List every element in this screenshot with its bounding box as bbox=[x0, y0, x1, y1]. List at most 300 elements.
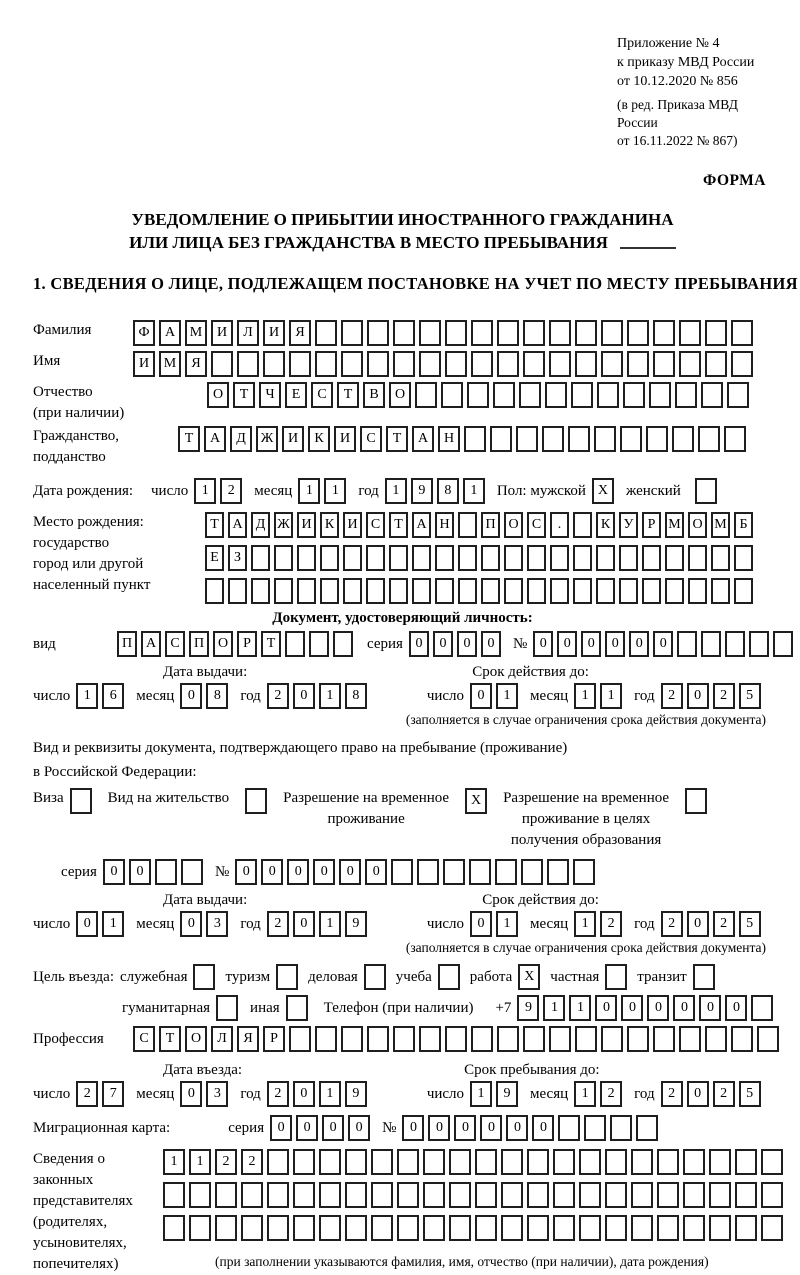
char-box[interactable] bbox=[481, 578, 500, 604]
char-box[interactable] bbox=[605, 1182, 627, 1208]
char-box[interactable] bbox=[623, 382, 645, 408]
char-box[interactable]: 2 bbox=[76, 1081, 98, 1107]
char-box[interactable]: К bbox=[596, 512, 615, 538]
char-box[interactable] bbox=[610, 1115, 632, 1141]
char-box[interactable] bbox=[675, 382, 697, 408]
char-box[interactable]: Р bbox=[263, 1026, 285, 1052]
char-box[interactable] bbox=[371, 1149, 393, 1175]
char-box[interactable] bbox=[315, 1026, 337, 1052]
char-box[interactable] bbox=[683, 1215, 705, 1241]
char-box[interactable]: 1 bbox=[496, 683, 518, 709]
char-box[interactable] bbox=[627, 351, 649, 377]
char-box[interactable] bbox=[549, 320, 571, 346]
char-box[interactable] bbox=[620, 426, 642, 452]
char-box[interactable]: М bbox=[711, 512, 730, 538]
char-box[interactable] bbox=[749, 631, 769, 657]
char-box[interactable] bbox=[504, 578, 523, 604]
char-box[interactable] bbox=[497, 320, 519, 346]
char-box[interactable] bbox=[627, 320, 649, 346]
char-box[interactable]: 0 bbox=[409, 631, 429, 657]
purpose-private-checkbox[interactable] bbox=[605, 964, 627, 990]
char-box[interactable] bbox=[549, 1026, 571, 1052]
char-box[interactable] bbox=[665, 545, 684, 571]
char-box[interactable] bbox=[573, 545, 592, 571]
char-box[interactable]: П bbox=[481, 512, 500, 538]
visa-checkbox[interactable] bbox=[70, 788, 92, 814]
char-box[interactable] bbox=[601, 1026, 623, 1052]
char-box[interactable]: 1 bbox=[569, 995, 591, 1021]
char-box[interactable]: 0 bbox=[595, 995, 617, 1021]
char-box[interactable] bbox=[423, 1182, 445, 1208]
char-box[interactable] bbox=[516, 426, 538, 452]
char-box[interactable]: 1 bbox=[574, 683, 596, 709]
char-box[interactable] bbox=[441, 382, 463, 408]
char-box[interactable] bbox=[527, 1149, 549, 1175]
char-box[interactable] bbox=[163, 1215, 185, 1241]
char-box[interactable] bbox=[341, 1026, 363, 1052]
char-box[interactable]: 1 bbox=[319, 683, 341, 709]
char-box[interactable] bbox=[501, 1182, 523, 1208]
char-box[interactable]: 0 bbox=[687, 911, 709, 937]
purpose-official-checkbox[interactable] bbox=[193, 964, 215, 990]
char-box[interactable] bbox=[584, 1115, 606, 1141]
char-box[interactable] bbox=[579, 1182, 601, 1208]
char-box[interactable] bbox=[366, 578, 385, 604]
char-box[interactable]: С bbox=[133, 1026, 155, 1052]
char-box[interactable] bbox=[469, 859, 491, 885]
char-box[interactable] bbox=[549, 351, 571, 377]
char-box[interactable] bbox=[657, 1182, 679, 1208]
char-box[interactable] bbox=[181, 859, 203, 885]
char-box[interactable] bbox=[542, 426, 564, 452]
char-box[interactable]: 0 bbox=[270, 1115, 292, 1141]
char-box[interactable] bbox=[297, 545, 316, 571]
char-box[interactable]: 2 bbox=[241, 1149, 263, 1175]
char-box[interactable] bbox=[501, 1215, 523, 1241]
char-box[interactable]: 7 bbox=[102, 1081, 124, 1107]
char-box[interactable]: И bbox=[263, 320, 285, 346]
char-box[interactable]: 0 bbox=[506, 1115, 528, 1141]
purpose-tourism-checkbox[interactable] bbox=[276, 964, 298, 990]
char-box[interactable] bbox=[274, 578, 293, 604]
char-box[interactable]: 0 bbox=[76, 911, 98, 937]
char-box[interactable]: А bbox=[412, 512, 431, 538]
char-box[interactable] bbox=[458, 512, 477, 538]
char-box[interactable] bbox=[415, 382, 437, 408]
char-box[interactable]: 0 bbox=[365, 859, 387, 885]
char-box[interactable]: С bbox=[165, 631, 185, 657]
char-box[interactable]: 0 bbox=[557, 631, 577, 657]
char-box[interactable]: 0 bbox=[348, 1115, 370, 1141]
char-box[interactable] bbox=[579, 1215, 601, 1241]
char-box[interactable] bbox=[443, 859, 465, 885]
char-box[interactable] bbox=[228, 578, 247, 604]
char-box[interactable]: О bbox=[207, 382, 229, 408]
char-box[interactable]: 0 bbox=[725, 995, 747, 1021]
char-box[interactable]: К bbox=[320, 512, 339, 538]
char-box[interactable] bbox=[389, 545, 408, 571]
char-box[interactable] bbox=[731, 320, 753, 346]
char-box[interactable] bbox=[393, 1026, 415, 1052]
char-box[interactable] bbox=[605, 1149, 627, 1175]
char-box[interactable] bbox=[683, 1182, 705, 1208]
char-box[interactable] bbox=[345, 1215, 367, 1241]
char-box[interactable]: 0 bbox=[402, 1115, 424, 1141]
purpose-work-checkbox[interactable]: X bbox=[518, 964, 540, 990]
char-box[interactable] bbox=[445, 1026, 467, 1052]
char-box[interactable] bbox=[211, 351, 233, 377]
char-box[interactable] bbox=[319, 1182, 341, 1208]
char-box[interactable]: 0 bbox=[653, 631, 673, 657]
char-box[interactable]: А bbox=[159, 320, 181, 346]
purpose-study-checkbox[interactable] bbox=[438, 964, 460, 990]
char-box[interactable]: 1 bbox=[189, 1149, 211, 1175]
char-box[interactable] bbox=[251, 578, 270, 604]
char-box[interactable] bbox=[471, 1026, 493, 1052]
char-box[interactable]: А bbox=[228, 512, 247, 538]
char-box[interactable] bbox=[679, 1026, 701, 1052]
char-box[interactable]: Т bbox=[233, 382, 255, 408]
char-box[interactable] bbox=[705, 320, 727, 346]
char-box[interactable] bbox=[458, 578, 477, 604]
char-box[interactable] bbox=[215, 1182, 237, 1208]
char-box[interactable] bbox=[497, 1026, 519, 1052]
char-box[interactable]: 2 bbox=[220, 478, 242, 504]
char-box[interactable]: О bbox=[389, 382, 411, 408]
char-box[interactable]: 0 bbox=[687, 683, 709, 709]
char-box[interactable] bbox=[705, 1026, 727, 1052]
char-box[interactable]: 8 bbox=[345, 683, 367, 709]
char-box[interactable]: 1 bbox=[298, 478, 320, 504]
char-box[interactable] bbox=[642, 545, 661, 571]
char-box[interactable]: Д bbox=[230, 426, 252, 452]
char-box[interactable]: Ч bbox=[259, 382, 281, 408]
char-box[interactable]: Ф bbox=[133, 320, 155, 346]
char-box[interactable]: 1 bbox=[385, 478, 407, 504]
char-box[interactable]: С bbox=[366, 512, 385, 538]
char-box[interactable] bbox=[553, 1149, 575, 1175]
char-box[interactable] bbox=[679, 351, 701, 377]
char-box[interactable] bbox=[575, 320, 597, 346]
char-box[interactable]: 9 bbox=[517, 995, 539, 1021]
char-box[interactable] bbox=[523, 1026, 545, 1052]
char-box[interactable] bbox=[319, 1149, 341, 1175]
char-box[interactable]: М bbox=[665, 512, 684, 538]
char-box[interactable] bbox=[657, 1149, 679, 1175]
char-box[interactable]: 0 bbox=[621, 995, 643, 1021]
char-box[interactable] bbox=[155, 859, 177, 885]
char-box[interactable]: 5 bbox=[739, 1081, 761, 1107]
char-box[interactable] bbox=[215, 1215, 237, 1241]
char-box[interactable] bbox=[251, 545, 270, 571]
char-box[interactable]: 0 bbox=[180, 911, 202, 937]
char-box[interactable] bbox=[735, 1215, 757, 1241]
char-box[interactable]: 0 bbox=[296, 1115, 318, 1141]
char-box[interactable] bbox=[735, 1182, 757, 1208]
char-box[interactable] bbox=[435, 578, 454, 604]
char-box[interactable] bbox=[497, 351, 519, 377]
char-box[interactable] bbox=[397, 1182, 419, 1208]
char-box[interactable]: 2 bbox=[600, 911, 622, 937]
char-box[interactable] bbox=[343, 545, 362, 571]
char-box[interactable] bbox=[631, 1215, 653, 1241]
char-box[interactable] bbox=[423, 1215, 445, 1241]
char-box[interactable]: С bbox=[360, 426, 382, 452]
char-box[interactable] bbox=[631, 1149, 653, 1175]
char-box[interactable] bbox=[315, 320, 337, 346]
char-box[interactable] bbox=[601, 320, 623, 346]
temp-residence-permit-checkbox[interactable]: X bbox=[465, 788, 487, 814]
char-box[interactable] bbox=[475, 1149, 497, 1175]
char-box[interactable] bbox=[471, 351, 493, 377]
char-box[interactable]: М bbox=[159, 351, 181, 377]
char-box[interactable]: 2 bbox=[267, 1081, 289, 1107]
char-box[interactable]: . bbox=[550, 512, 569, 538]
char-box[interactable]: Ж bbox=[256, 426, 278, 452]
char-box[interactable]: С bbox=[527, 512, 546, 538]
char-box[interactable]: О bbox=[213, 631, 233, 657]
char-box[interactable]: 1 bbox=[543, 995, 565, 1021]
char-box[interactable] bbox=[345, 1149, 367, 1175]
char-box[interactable]: Р bbox=[642, 512, 661, 538]
char-box[interactable]: О bbox=[185, 1026, 207, 1052]
char-box[interactable] bbox=[285, 631, 305, 657]
char-box[interactable] bbox=[241, 1182, 263, 1208]
char-box[interactable]: Т bbox=[386, 426, 408, 452]
char-box[interactable] bbox=[773, 631, 793, 657]
char-box[interactable]: 0 bbox=[129, 859, 151, 885]
char-box[interactable] bbox=[289, 351, 311, 377]
char-box[interactable]: Т bbox=[337, 382, 359, 408]
char-box[interactable] bbox=[189, 1215, 211, 1241]
char-box[interactable] bbox=[527, 578, 546, 604]
char-box[interactable]: И bbox=[211, 320, 233, 346]
char-box[interactable]: 1 bbox=[102, 911, 124, 937]
char-box[interactable] bbox=[495, 859, 517, 885]
char-box[interactable]: Н bbox=[435, 512, 454, 538]
char-box[interactable] bbox=[412, 578, 431, 604]
residence-permit-checkbox[interactable] bbox=[245, 788, 267, 814]
char-box[interactable]: 0 bbox=[457, 631, 477, 657]
char-box[interactable] bbox=[757, 1026, 779, 1052]
char-box[interactable]: Т bbox=[159, 1026, 181, 1052]
char-box[interactable] bbox=[341, 320, 363, 346]
char-box[interactable] bbox=[435, 545, 454, 571]
char-box[interactable] bbox=[761, 1215, 783, 1241]
char-box[interactable] bbox=[293, 1182, 315, 1208]
char-box[interactable] bbox=[653, 351, 675, 377]
char-box[interactable] bbox=[653, 320, 675, 346]
char-box[interactable] bbox=[417, 859, 439, 885]
char-box[interactable]: 1 bbox=[76, 683, 98, 709]
char-box[interactable]: Я bbox=[289, 320, 311, 346]
char-box[interactable] bbox=[493, 382, 515, 408]
char-box[interactable] bbox=[627, 1026, 649, 1052]
char-box[interactable]: 1 bbox=[463, 478, 485, 504]
char-box[interactable] bbox=[320, 545, 339, 571]
char-box[interactable]: О bbox=[504, 512, 523, 538]
char-box[interactable]: 2 bbox=[600, 1081, 622, 1107]
char-box[interactable] bbox=[389, 578, 408, 604]
char-box[interactable] bbox=[458, 545, 477, 571]
char-box[interactable]: 0 bbox=[180, 683, 202, 709]
char-box[interactable]: И bbox=[282, 426, 304, 452]
char-box[interactable]: З bbox=[228, 545, 247, 571]
char-box[interactable]: 0 bbox=[293, 911, 315, 937]
char-box[interactable]: 3 bbox=[206, 1081, 228, 1107]
char-box[interactable]: 0 bbox=[428, 1115, 450, 1141]
char-box[interactable] bbox=[527, 545, 546, 571]
char-box[interactable]: 2 bbox=[215, 1149, 237, 1175]
char-box[interactable]: 0 bbox=[470, 683, 492, 709]
char-box[interactable] bbox=[397, 1149, 419, 1175]
char-box[interactable]: А bbox=[204, 426, 226, 452]
char-box[interactable] bbox=[573, 859, 595, 885]
char-box[interactable] bbox=[419, 320, 441, 346]
char-box[interactable]: Р bbox=[237, 631, 257, 657]
char-box[interactable] bbox=[521, 859, 543, 885]
char-box[interactable] bbox=[636, 1115, 658, 1141]
char-box[interactable] bbox=[309, 631, 329, 657]
char-box[interactable] bbox=[698, 426, 720, 452]
char-box[interactable] bbox=[449, 1149, 471, 1175]
char-box[interactable]: 0 bbox=[313, 859, 335, 885]
char-box[interactable] bbox=[571, 382, 593, 408]
char-box[interactable] bbox=[657, 1215, 679, 1241]
char-box[interactable] bbox=[761, 1182, 783, 1208]
char-box[interactable]: 2 bbox=[267, 911, 289, 937]
char-box[interactable]: 1 bbox=[574, 911, 596, 937]
char-box[interactable] bbox=[366, 545, 385, 571]
char-box[interactable] bbox=[263, 351, 285, 377]
char-box[interactable] bbox=[711, 578, 730, 604]
sex-male-checkbox[interactable]: X bbox=[592, 478, 614, 504]
char-box[interactable]: 0 bbox=[322, 1115, 344, 1141]
char-box[interactable] bbox=[677, 631, 697, 657]
char-box[interactable] bbox=[367, 1026, 389, 1052]
char-box[interactable] bbox=[547, 859, 569, 885]
char-box[interactable] bbox=[594, 426, 616, 452]
char-box[interactable] bbox=[445, 351, 467, 377]
char-box[interactable]: И bbox=[133, 351, 155, 377]
char-box[interactable]: Я bbox=[237, 1026, 259, 1052]
char-box[interactable]: 9 bbox=[345, 911, 367, 937]
char-box[interactable] bbox=[393, 320, 415, 346]
char-box[interactable]: О bbox=[688, 512, 707, 538]
char-box[interactable]: 8 bbox=[437, 478, 459, 504]
char-box[interactable] bbox=[688, 545, 707, 571]
char-box[interactable]: 2 bbox=[661, 1081, 683, 1107]
char-box[interactable] bbox=[371, 1215, 393, 1241]
char-box[interactable] bbox=[553, 1215, 575, 1241]
char-box[interactable] bbox=[237, 351, 259, 377]
char-box[interactable]: 0 bbox=[699, 995, 721, 1021]
char-box[interactable] bbox=[527, 1215, 549, 1241]
char-box[interactable]: 0 bbox=[687, 1081, 709, 1107]
char-box[interactable] bbox=[619, 578, 638, 604]
char-box[interactable] bbox=[550, 578, 569, 604]
char-box[interactable]: Е bbox=[285, 382, 307, 408]
char-box[interactable] bbox=[343, 578, 362, 604]
char-box[interactable] bbox=[205, 578, 224, 604]
char-box[interactable]: 0 bbox=[103, 859, 125, 885]
char-box[interactable]: Н bbox=[438, 426, 460, 452]
char-box[interactable] bbox=[397, 1215, 419, 1241]
char-box[interactable]: 0 bbox=[454, 1115, 476, 1141]
char-box[interactable] bbox=[419, 351, 441, 377]
char-box[interactable] bbox=[709, 1182, 731, 1208]
char-box[interactable] bbox=[731, 1026, 753, 1052]
char-box[interactable]: 2 bbox=[713, 1081, 735, 1107]
char-box[interactable] bbox=[601, 351, 623, 377]
char-box[interactable]: 0 bbox=[235, 859, 257, 885]
char-box[interactable]: 2 bbox=[713, 911, 735, 937]
char-box[interactable]: 2 bbox=[267, 683, 289, 709]
char-box[interactable]: 0 bbox=[480, 1115, 502, 1141]
char-box[interactable] bbox=[345, 1182, 367, 1208]
char-box[interactable] bbox=[523, 351, 545, 377]
char-box[interactable] bbox=[449, 1215, 471, 1241]
char-box[interactable] bbox=[701, 631, 721, 657]
char-box[interactable] bbox=[575, 1026, 597, 1052]
char-box[interactable] bbox=[579, 1149, 601, 1175]
char-box[interactable]: А bbox=[412, 426, 434, 452]
char-box[interactable] bbox=[653, 1026, 675, 1052]
char-box[interactable] bbox=[504, 545, 523, 571]
char-box[interactable]: 0 bbox=[481, 631, 501, 657]
char-box[interactable] bbox=[711, 545, 730, 571]
char-box[interactable]: 1 bbox=[496, 911, 518, 937]
char-box[interactable]: 1 bbox=[319, 911, 341, 937]
char-box[interactable] bbox=[709, 1215, 731, 1241]
char-box[interactable]: И bbox=[297, 512, 316, 538]
char-box[interactable] bbox=[367, 351, 389, 377]
char-box[interactable]: 0 bbox=[605, 631, 625, 657]
char-box[interactable] bbox=[297, 578, 316, 604]
char-box[interactable]: С bbox=[311, 382, 333, 408]
char-box[interactable] bbox=[475, 1182, 497, 1208]
char-box[interactable]: К bbox=[308, 426, 330, 452]
sex-female-checkbox[interactable] bbox=[695, 478, 717, 504]
char-box[interactable]: 1 bbox=[470, 1081, 492, 1107]
char-box[interactable] bbox=[709, 1149, 731, 1175]
purpose-other-checkbox[interactable] bbox=[286, 995, 308, 1021]
char-box[interactable] bbox=[320, 578, 339, 604]
char-box[interactable] bbox=[649, 382, 671, 408]
char-box[interactable]: Т bbox=[205, 512, 224, 538]
char-box[interactable]: 0 bbox=[261, 859, 283, 885]
char-box[interactable]: Л bbox=[211, 1026, 233, 1052]
char-box[interactable]: 6 bbox=[102, 683, 124, 709]
char-box[interactable] bbox=[267, 1215, 289, 1241]
char-box[interactable] bbox=[445, 320, 467, 346]
char-box[interactable]: 0 bbox=[287, 859, 309, 885]
char-box[interactable] bbox=[241, 1215, 263, 1241]
purpose-business-checkbox[interactable] bbox=[364, 964, 386, 990]
char-box[interactable] bbox=[705, 351, 727, 377]
char-box[interactable] bbox=[735, 1149, 757, 1175]
char-box[interactable] bbox=[393, 351, 415, 377]
char-box[interactable]: 0 bbox=[629, 631, 649, 657]
char-box[interactable]: 1 bbox=[600, 683, 622, 709]
char-box[interactable] bbox=[619, 545, 638, 571]
char-box[interactable]: 9 bbox=[496, 1081, 518, 1107]
char-box[interactable]: Л bbox=[237, 320, 259, 346]
char-box[interactable]: Ж bbox=[274, 512, 293, 538]
char-box[interactable] bbox=[631, 1182, 653, 1208]
char-box[interactable]: И bbox=[343, 512, 362, 538]
char-box[interactable]: П bbox=[189, 631, 209, 657]
